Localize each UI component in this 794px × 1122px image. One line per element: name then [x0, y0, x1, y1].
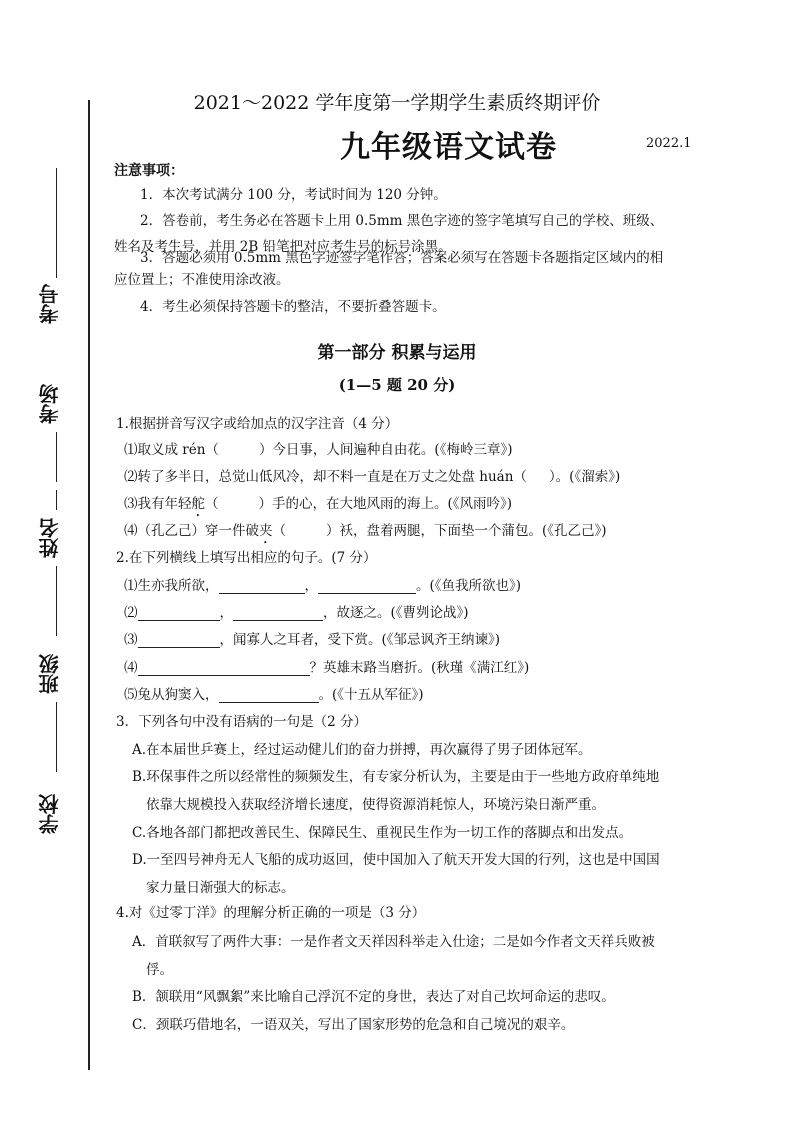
- dotted-char: 夹: [259, 523, 273, 539]
- q2b-sep: ，: [219, 605, 233, 621]
- option-a[interactable]: A．首联叙写了两件大事：一是作者文天祥因科举走入仕途；二是如今作者文天祥兵败被: [132, 934, 655, 950]
- option-b[interactable]: B.环保事件之所以经常性的频频发生，有专家分析认为，主要是由于一些地方政府单纯地: [132, 769, 660, 785]
- question-1-item: [124, 465, 620, 485]
- q2b-text-end: ，故逐之。(《曹刿论战》): [323, 605, 469, 621]
- notice-title: 注意事项：: [114, 163, 184, 179]
- school-label: 学校: [38, 794, 62, 834]
- q1c-paren-open: （: [205, 496, 219, 512]
- question-1-stem: 1.根据拼音写汉字或给加点的汉字注音（4 分）: [116, 416, 399, 432]
- binding-line: [88, 100, 90, 1070]
- answer-blank[interactable]: [233, 606, 323, 621]
- question-3-stem: 3．下列各句中没有语病的一句是（2 分）: [116, 714, 367, 730]
- class-label: 班级: [38, 654, 62, 694]
- exam-room-label: 考场: [38, 384, 62, 424]
- answer-blank[interactable]: [219, 579, 305, 594]
- q2e-text-end: 。(《十五从军征》): [318, 687, 424, 703]
- answer-blank[interactable]: [318, 579, 416, 594]
- name-underline: [56, 490, 57, 510]
- q2a-text: ⑴生亦我所欲，: [124, 578, 219, 594]
- question-2-item: [124, 628, 500, 648]
- name-underline-2: [56, 566, 57, 636]
- question-4-stem: 4.对《过零丁洋》的理解分析正确的一项是（3 分）: [116, 905, 426, 921]
- option-b[interactable]: B．颔联用“风飘絮”来比喻自己浮沉不定的身世，表达了对自己坎坷命运的悲叹。: [132, 989, 615, 1005]
- answer-blank[interactable]: [138, 661, 310, 676]
- name-label: 姓名: [38, 518, 62, 558]
- name-field[interactable]: [30, 490, 70, 650]
- q2a-sep: ，: [304, 578, 318, 594]
- option-d[interactable]: D.一至四号神舟无人飞船的成功返回，使中国加入了航天开发大国的行列，这也是中国国: [132, 852, 660, 868]
- exam-number-label: 考号: [38, 284, 62, 324]
- question-2-item: [124, 574, 521, 594]
- q1d-text: ⑷（孔乙己）穿一件破: [124, 523, 259, 539]
- notice-item: 3．答题必须用 0.5mm 黑色字迹签字笔作答；答案必须写在答题卡各题指定区域内的相: [140, 250, 664, 266]
- section-title: 第一部分 积累与运用: [317, 343, 477, 363]
- option-b-continued: 依靠大规模投入获取经济增长速度，使得资源消耗惊人，环境污染日渐严重。: [146, 797, 605, 813]
- q2d-text-end: ？英雄末路当磨折。(秋瑾《满江红》): [309, 660, 530, 676]
- question-1-item: [124, 492, 512, 520]
- exam-title: 九年级语文试卷: [340, 130, 557, 165]
- section-subtitle: (1—5 题 20 分): [338, 376, 456, 394]
- option-a-continued: 俘。: [146, 962, 173, 978]
- q1a-text-end: ）今日事，人间遍种自由花。(《梅岭三章》): [258, 442, 513, 458]
- exam-date: 2022.1: [646, 136, 692, 151]
- question-1-item: [124, 519, 607, 547]
- notice-item: 2．答卷前，考生务必在答题卡上用 0.5mm 黑色字迹的签字笔填写自己的学校、班级、: [140, 213, 664, 229]
- q2e-text: ⑸兔从狗窦入，: [124, 687, 219, 703]
- notice-item: 4．考生必须保持答题卡的整洁，不要折叠答题卡。: [140, 299, 446, 315]
- answer-blank[interactable]: [219, 688, 319, 703]
- q1c-text: ⑶我有年轻: [124, 496, 192, 512]
- question-2-item: [124, 656, 529, 676]
- option-d-continued: 家力量日渐强大的标志。: [146, 880, 295, 896]
- notice-item: 应位置上；不准使用涂改液。: [114, 272, 290, 288]
- notice-item: 1．本次考试满分 100 分，考试时间为 120 分钟。: [140, 187, 447, 203]
- class-underline: [56, 702, 57, 772]
- exam-header-line: 2021～2022 学年度第一学期学生素质终期评价: [193, 92, 601, 114]
- question-2-stem: 2.在下列横线上填写出相应的句子。(7 分）: [116, 550, 377, 566]
- option-c[interactable]: C．颈联巧借地名，一语双关，写出了国家形势的危急和自己境况的艰辛。: [132, 1017, 575, 1033]
- exam-number-field[interactable]: [30, 168, 70, 328]
- q1a-text: ⑴取义成 rén（: [124, 442, 219, 458]
- q1b-text: ⑵转了多半日，总觉山低风冷，却不料一直是在万丈之处盘 huán（: [124, 469, 527, 485]
- question-2-item: [124, 601, 469, 621]
- option-a[interactable]: A.在本届世乒赛上，经过运动健儿们的奋力拼搏，再次赢得了男子团体冠军。: [132, 742, 592, 758]
- q2b-text: ⑵: [124, 605, 138, 621]
- answer-blank[interactable]: [138, 606, 220, 621]
- dotted-char: 舵: [191, 496, 205, 512]
- exam-number-underline: [56, 168, 57, 278]
- question-2-item: [124, 683, 424, 703]
- class-field[interactable]: [30, 650, 70, 750]
- q2c-text-end: ，闻寡人之耳者，受下赏。(《邹忌讽齐王纳谏》): [219, 632, 501, 648]
- q1d-paren-open: （: [272, 523, 286, 539]
- school-field[interactable]: [30, 790, 70, 870]
- q2c-text: ⑶: [124, 632, 138, 648]
- exam-room-underline: [56, 432, 57, 482]
- question-1-item: [124, 438, 512, 458]
- q2a-text-end: 。(《鱼我所欲也》): [416, 578, 522, 594]
- q1b-text-end: ）。(《溜索》): [548, 469, 621, 485]
- q1d-text-end: ）袄，盘着两腿，下面垫一个蒲包。(《孔乙己》): [326, 523, 607, 539]
- answer-blank[interactable]: [138, 633, 220, 648]
- q2d-text: ⑷: [124, 660, 138, 676]
- option-c[interactable]: C.各地各部门都把改善民生、保障民生、重视民生作为一切工作的落脚点和出发点。: [132, 825, 633, 841]
- q1c-text-end: ）手的心，在大地风雨的海上。(《风雨吟》): [258, 496, 513, 512]
- notice-item: 姓名及考生号，并用 2B 铅笔把对应考生号的标号涂黑。: [114, 239, 452, 255]
